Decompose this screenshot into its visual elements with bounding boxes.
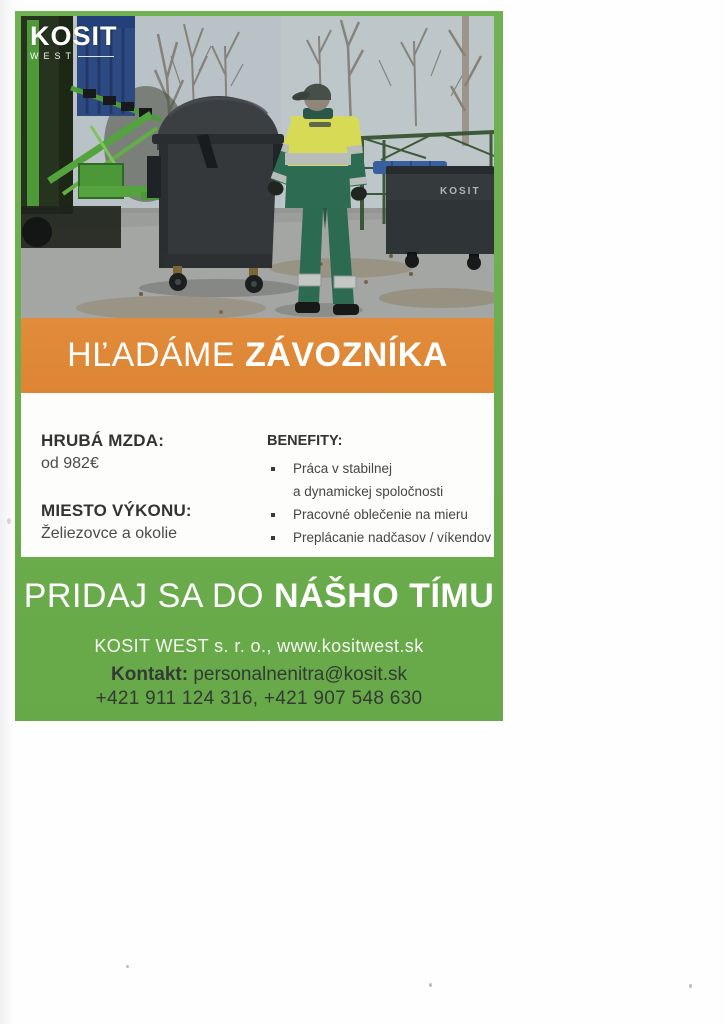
contact-label: Kontakt: — [111, 664, 189, 685]
benefits-list — [267, 457, 491, 549]
logo-underline — [78, 56, 114, 57]
contact-email: personalnenitra@kosit.sk — [193, 664, 407, 685]
footer-heading — [15, 577, 503, 616]
benefits-column — [267, 433, 491, 549]
photo — [21, 16, 494, 318]
benefit-item — [267, 526, 491, 549]
bullet-square-icon — [271, 536, 275, 540]
scan-speck — [7, 518, 11, 524]
footer-heading-regular: PRIDAJ SA DO — [23, 577, 264, 615]
phone-numbers: +421 911 124 316, +421 907 548 630 — [95, 688, 423, 709]
info-section — [21, 393, 494, 557]
job-details-column — [41, 431, 192, 543]
headline-regular: HĽADÁME — [67, 336, 236, 374]
scan-speck — [689, 984, 692, 988]
location-value: Želiezovce a okolie — [41, 525, 178, 542]
contact-line — [15, 664, 503, 686]
bullet-square-icon — [271, 467, 275, 471]
headline-bold: ZÁVOZNÍKA — [245, 336, 448, 374]
benefit-text: Preplácanie nadčasov / víkendov — [293, 530, 492, 545]
bullet-square-icon — [271, 513, 275, 517]
benefit-text: a dynamickej spoločnosti — [293, 484, 444, 499]
kosit-logo — [30, 21, 118, 61]
salary-label: HRUBÁ MZDA: — [41, 431, 165, 450]
benefit-text: Pracovné oblečenie na mieru — [293, 507, 468, 522]
flyer — [15, 11, 503, 721]
headline-banner — [21, 318, 494, 393]
company-line: KOSIT WEST s. r. o., www.kositwest.sk — [94, 636, 424, 656]
benefit-text: Práca v stabilnej — [293, 461, 393, 476]
photo-illustration — [21, 16, 494, 318]
scan-speck — [429, 983, 432, 987]
footer-heading-bold: NÁŠHO TÍMU — [273, 577, 495, 615]
scan-speck — [126, 965, 129, 968]
benefits-label: BENEFITY: — [267, 433, 343, 449]
benefit-item — [267, 503, 491, 526]
container-kosit-label: KOSIT — [440, 186, 481, 197]
truck-tire — [22, 217, 52, 247]
benefit-item — [267, 457, 491, 503]
salary-value: od 982€ — [41, 455, 99, 472]
scan-edge-shadow — [0, 0, 14, 1024]
logo-subtitle: WEST — [30, 51, 76, 61]
location-label: MIESTO VÝKONU: — [41, 501, 192, 520]
logo-title: KOSIT — [30, 21, 118, 51]
